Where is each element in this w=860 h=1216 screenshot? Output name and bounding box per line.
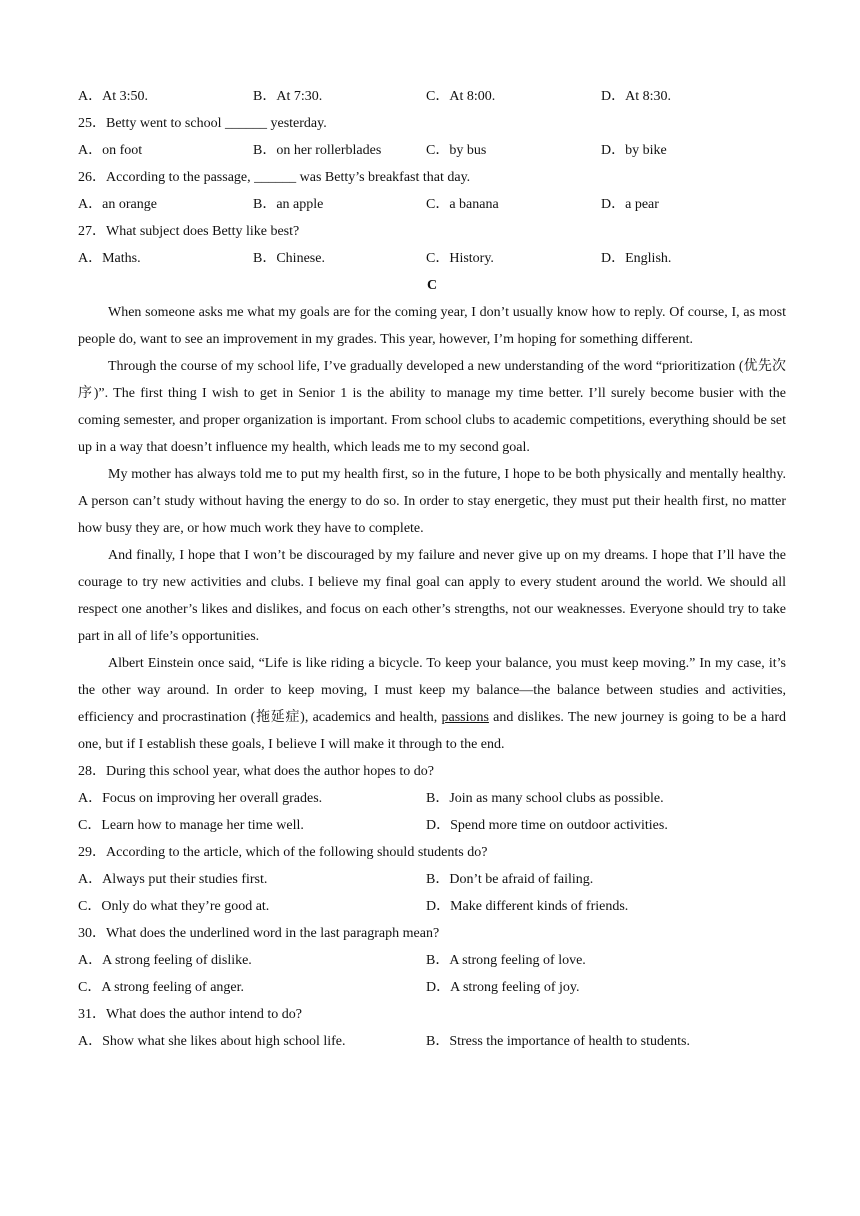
q24-option-a: A．At 3:50.: [78, 89, 148, 104]
q29-option-b: B．Don’t be afraid of failing.: [426, 872, 594, 887]
q27-option-c: C．History.: [426, 251, 494, 266]
q31-option-b: B．Stress the importance of health to students.: [426, 1034, 691, 1049]
q28-option-d: D．Spend more time on outdoor activities.: [426, 818, 668, 833]
q26-option-c: C．a banana: [426, 197, 499, 212]
q29-option-c: C．Only do what they’re good at.: [78, 899, 270, 914]
q30-option-c: C．A strong feeling of anger.: [78, 980, 245, 995]
q26-option-a: A．an orange: [78, 197, 157, 212]
passage-paragraph-1: When someone asks me what my goals are for the coming year, I don’t usually know how to reply. Of course, I, as most people do, want to see an improvement in my grades. This year, however, I’m hoping for something different.: [78, 305, 786, 347]
q27-option-d: D．English.: [601, 251, 672, 266]
passage-paragraph-2: Through the course of my school life, I’ve gradually developed a new understanding of the word “prioritization (优先次序)”. The first thing I wish to get in Senior 1 is the ability to manage my time better. I’ll surely become busier with the coming semester, and proper organization is important. From school clubs to academic competitions, everything should be set up in a way that doesn’t influence my health, which leads me to my second goal.: [78, 359, 786, 455]
q24-option-d: D．At 8:30.: [601, 89, 671, 104]
q29-options-row-1: [78, 866, 786, 893]
q28-option-a: A．Focus on improving her overall grades.: [78, 791, 323, 806]
paragraph-5-text-start: Albert Einstein once said, “Life is like riding a bicycle. To keep your balance, you must keep moving.” In my case, it’s the other way around. In order to keep moving, I must keep my balance—the balance between studies and activities, efficiency and procrastination (拖延症), academics and health,: [78, 656, 786, 725]
passage-paragraph-5: [78, 650, 786, 758]
q29-option-a: A．Always put their studies first.: [78, 872, 268, 887]
q27-option-a: A．Maths.: [78, 251, 141, 266]
q25-options: [78, 137, 786, 164]
q25-question: 25．Betty went to school ______ yesterday.: [78, 116, 327, 131]
q25-option-a: A．on foot: [78, 143, 143, 158]
q24-option-b: B．At 7:30.: [253, 89, 323, 104]
q29-question: 29．According to the article, which of the following should students do?: [78, 845, 488, 860]
q26-option-d: D．a pear: [601, 197, 659, 212]
q29-option-d: D．Make different kinds of friends.: [426, 899, 629, 914]
q29-options-row-2: [78, 893, 786, 920]
q30-options-row-2: [78, 974, 786, 1001]
passage-paragraph-3: My mother has always told me to put my health first, so in the future, I hope to be both physically and mentally healthy. A person can’t study without having the energy to do so. In order to stay energetic, they must put their health first, no matter how busy they are, or how much work they have to complete.: [78, 467, 786, 536]
q27-option-b: B．Chinese.: [253, 251, 325, 266]
q25-option-d: D．by bike: [601, 143, 667, 158]
q24-option-c: C．At 8:00.: [426, 89, 496, 104]
q25-option-b: B．on her rollerblades: [253, 143, 382, 158]
q30-options-row-1: [78, 947, 786, 974]
q30-option-b: B．A strong feeling of love.: [426, 953, 586, 968]
passage-paragraph-4: And finally, I hope that I won’t be discouraged by my failure and never give up on my dreams. I hope that I’ll have the courage to try new activities and clubs. I believe my final goal can apply to every student around the world. We should all respect one another’s likes and dislikes, and focus on each other’s strengths, not our weaknesses. Everyone should try to take part in all of life’s opportunities.: [78, 548, 786, 644]
q30-option-a: A．A strong feeling of dislike.: [78, 953, 252, 968]
q28-options-row-2: [78, 812, 786, 839]
paragraph-5-text-end: and dislikes. The new journey is going to be a hard one, but if I establish these goals, I believe I will make it through to the end.: [78, 710, 786, 752]
q30-option-d: D．A strong feeling of joy.: [426, 980, 580, 995]
q30-question: 30．What does the underlined word in the last paragraph mean?: [78, 926, 440, 941]
q26-question: 26．According to the passage, ______ was Betty’s breakfast that day.: [78, 170, 471, 185]
q28-options-row-1: [78, 785, 786, 812]
q31-option-a: A．Show what she likes about high school life.: [78, 1034, 346, 1049]
q28-option-c: C．Learn how to manage her time well.: [78, 818, 304, 833]
q27-options: [78, 245, 786, 272]
q28-question: 28．During this school year, what does the author hopes to do?: [78, 764, 434, 779]
q31-question: 31．What does the author intend to do?: [78, 1007, 302, 1022]
q26-option-b: B．an apple: [253, 197, 324, 212]
q24-options: [78, 83, 786, 110]
q28-option-b: B．Join as many school clubs as possible.: [426, 791, 664, 806]
q25-option-c: C．by bus: [426, 143, 487, 158]
exam-page: [78, 83, 786, 1055]
q31-options-row-1: [78, 1028, 786, 1055]
underlined-word: passions: [441, 710, 489, 725]
q27-question: 27．What subject does Betty like best?: [78, 224, 300, 239]
q26-options: [78, 191, 786, 218]
section-title: C: [426, 278, 438, 293]
